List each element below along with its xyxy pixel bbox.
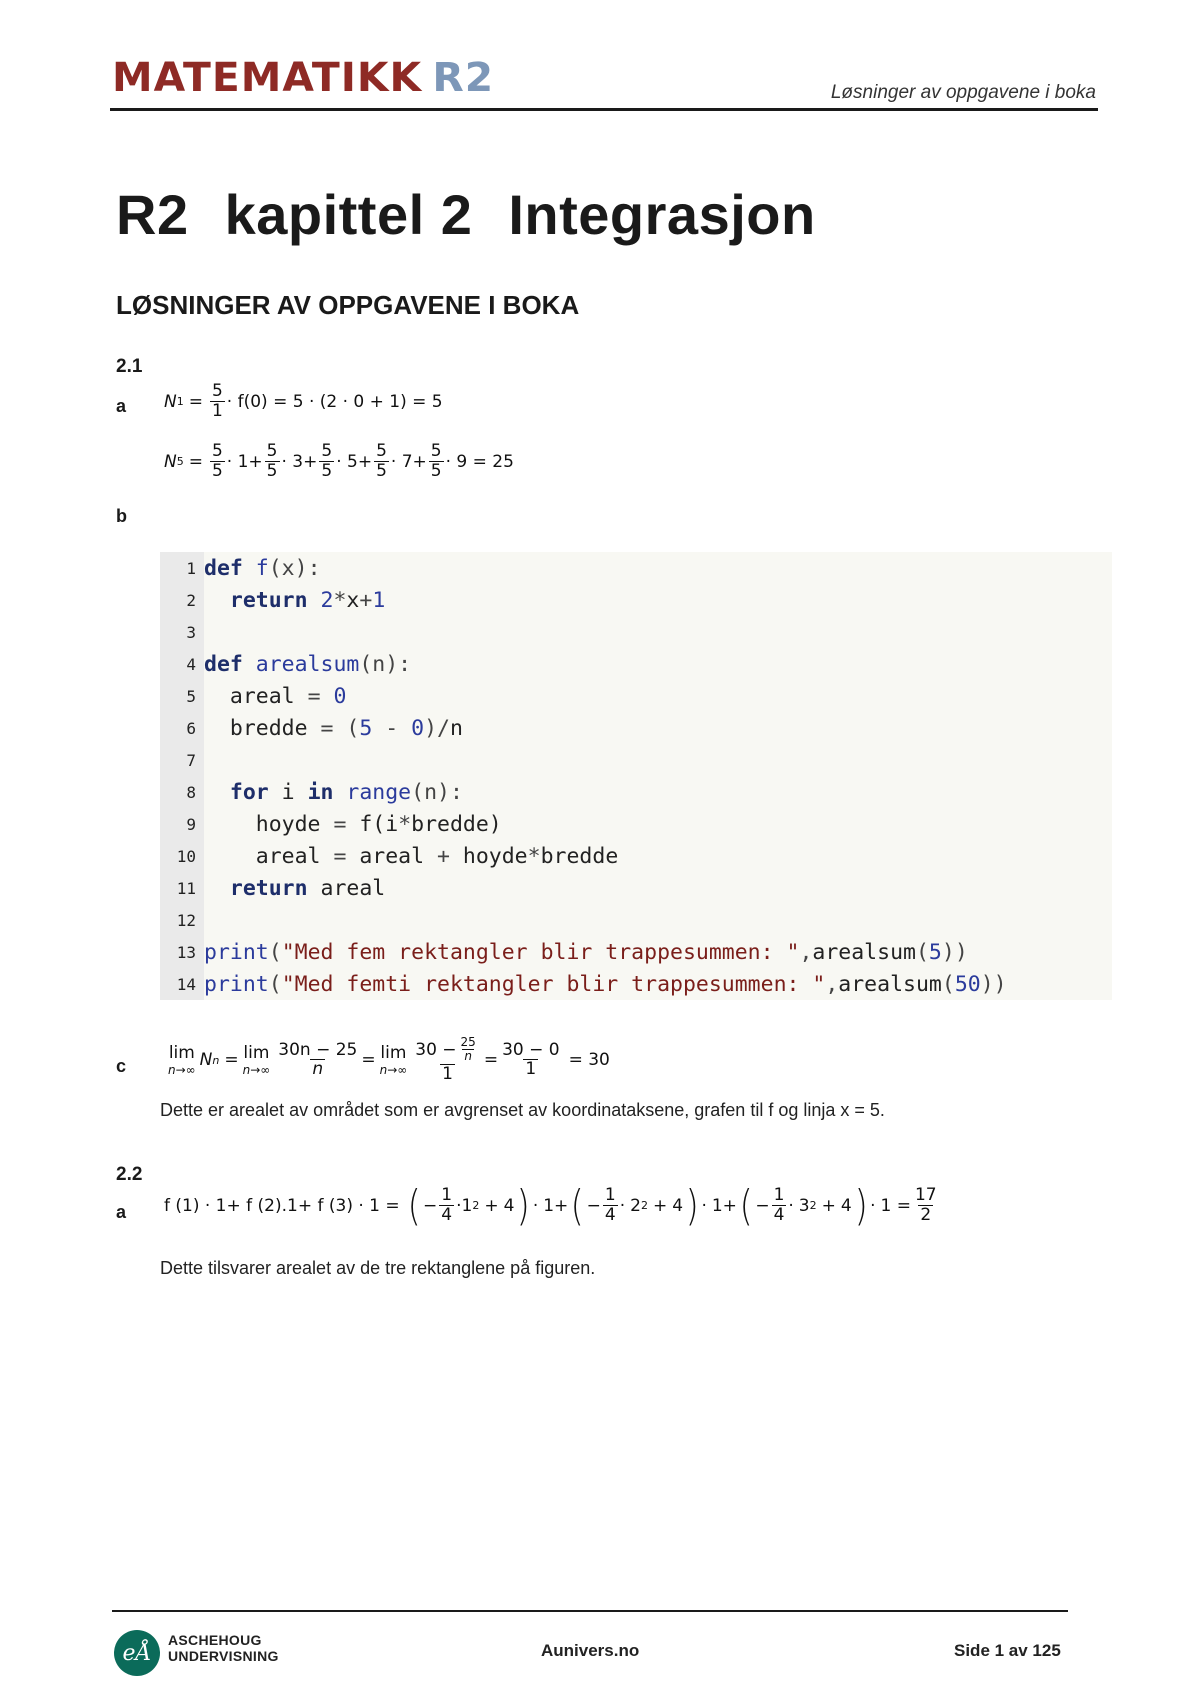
code-token: )) xyxy=(941,939,968,965)
line-number: 12 xyxy=(176,910,196,930)
code-line xyxy=(160,680,346,712)
code-line xyxy=(160,616,204,648)
explanation-c: Dette er arealet av området som er avgrenset av koordinataksene, grafen til f og linja x = 5. xyxy=(160,1100,885,1120)
code-line xyxy=(160,712,463,744)
code-token: f xyxy=(255,555,269,581)
code-token: x xyxy=(346,587,360,613)
code-token: "Med femti rektangler blir trappesummen: " xyxy=(281,971,826,997)
code-token: bredde) xyxy=(411,811,502,837)
code-token: 1 xyxy=(372,587,386,613)
line-number: 11 xyxy=(176,878,196,898)
line-number: 9 xyxy=(186,814,196,834)
code-token: arealsum xyxy=(838,971,942,997)
code-token xyxy=(204,876,230,901)
line-number: 3 xyxy=(186,622,196,642)
footer-brand: ASCHEHOUG UNDERVISNING xyxy=(168,1632,279,1665)
aschehoug-logo-icon: eÅ xyxy=(114,1630,160,1676)
code-token: 50 xyxy=(954,971,981,997)
code-token: , xyxy=(825,971,839,997)
code-token: = xyxy=(320,715,347,741)
code-token: = xyxy=(333,843,360,869)
equation-2-2a: f (1) · 1+ f (2).1+ f (3) · 1 = ( − $\frac{1}{4}$ · 1 2 + 4 ) · 1+ ( − $\frac{1}{4}$ · 2 2 + 4 ) · 1+ ( − $\frac{1}{4}$ · 3 2 + 4 ) · 1 = $\frac{17}{2}$ xyxy=(164,1180,937,1230)
line-number: 8 xyxy=(186,782,196,802)
header-subtitle: Løsninger av oppgavene i boka xyxy=(830,82,1096,103)
line-number: 13 xyxy=(176,942,196,962)
code-token: "Med fem rektangler blir trappesummen: " xyxy=(281,939,800,965)
code-token: for xyxy=(229,779,282,805)
logo: MATEMATIKK R2 xyxy=(112,55,495,101)
code-token: (x): xyxy=(268,555,321,581)
equation-a2: N 5 = $\frac{5}{5}$ · 1+ $\frac{5}{5}$ · 3+ $\frac{5}{5}$ · 5+ $\frac{5}{5}$ · 7+ $\frac{5}{5}$ · 9 = 25 xyxy=(164,441,514,481)
code-line xyxy=(160,936,968,968)
code-token: (n): xyxy=(411,779,463,805)
code-line xyxy=(160,904,204,936)
code-line xyxy=(160,584,385,616)
code-token: return xyxy=(229,587,321,613)
code-token: * xyxy=(398,811,412,837)
part-label: b xyxy=(116,506,127,526)
code-token: bredde xyxy=(204,715,321,741)
code-token: ( xyxy=(268,971,282,997)
line-number: 1 xyxy=(186,558,196,578)
code-token: * xyxy=(527,843,541,869)
code-token: - xyxy=(372,715,412,741)
page-title: R2 kapittel 2 Integrasjon xyxy=(116,183,816,246)
explanation-2-2a: Dette tilsvarer arealet av de tre rektanglene på figuren. xyxy=(160,1258,596,1278)
task-label: 2.2 xyxy=(116,1164,143,1185)
code-line xyxy=(160,776,463,808)
code-line xyxy=(160,648,411,680)
code-token: arealsum xyxy=(255,651,360,677)
equation-a1: N 1 = $\frac{5}{1}$ · f(0) = 5 · (2 · 0 + 1) = 5 xyxy=(164,381,443,421)
line-number: 5 xyxy=(186,686,196,706)
code-token: 2 xyxy=(320,587,334,613)
code-token: arealsum xyxy=(812,939,916,965)
code-token: (n): xyxy=(359,651,412,677)
code-token: ( xyxy=(346,715,360,741)
part-label: a xyxy=(116,396,127,416)
code-token: , xyxy=(799,939,813,965)
line-number: 6 xyxy=(186,718,196,738)
code-token: hoyde xyxy=(462,843,528,869)
code-token: = xyxy=(333,811,360,837)
code-token: f(i xyxy=(359,811,399,837)
code-token: areal xyxy=(204,683,308,709)
code-token: 0 xyxy=(411,715,425,741)
part-label: c xyxy=(116,1056,127,1076)
line-number: 2 xyxy=(186,590,196,610)
code-line xyxy=(160,968,1007,1000)
code-token: = xyxy=(307,683,334,709)
page-number: Side 1 av 125 xyxy=(954,1641,1061,1660)
task-label: 2.1 xyxy=(116,356,143,377)
code-token: i xyxy=(281,779,308,805)
code-token: ( xyxy=(915,939,929,965)
code-token: bredde xyxy=(540,843,619,869)
code-token: 5 xyxy=(359,715,373,741)
footer-site: Aunivers.no xyxy=(541,1641,640,1660)
limit-equation: lim n→∞ N n = lim n→∞ $\frac{30n - 25}{n}$ = lim n→∞ 30 − $\frac{25}{n}$ 1 = $\frac{30 - 0}{1}$ = 30 xyxy=(168,1035,610,1084)
code-token: 0 xyxy=(333,683,347,709)
code-token: range xyxy=(346,779,412,805)
page-subtitle: LØSNINGER AV OPPGAVENE I BOKA xyxy=(116,290,580,320)
code-token: 5 xyxy=(928,939,942,965)
code-token: print xyxy=(204,939,269,965)
code-line xyxy=(160,744,204,776)
part-label: a xyxy=(116,1202,127,1222)
header-divider xyxy=(110,108,1098,111)
code-token: + xyxy=(359,587,373,613)
code-token: )) xyxy=(980,971,1007,997)
code-line xyxy=(160,872,385,904)
line-number: 14 xyxy=(176,974,196,994)
code-line xyxy=(160,808,502,840)
line-number: 4 xyxy=(186,654,196,674)
code-token xyxy=(204,780,230,805)
code-token: return xyxy=(229,875,321,901)
code-token: areal xyxy=(359,843,438,869)
code-token: print xyxy=(204,971,269,997)
code-token: + xyxy=(437,843,463,869)
code-token: def xyxy=(204,651,256,677)
code-token: ( xyxy=(941,971,955,997)
code-token: * xyxy=(333,587,347,613)
line-number: 10 xyxy=(176,846,196,866)
code-token: areal xyxy=(320,875,386,901)
code-token: hoyde xyxy=(204,811,334,837)
code-token: )/ xyxy=(424,715,450,741)
code-token: def xyxy=(204,555,256,581)
code-token xyxy=(204,588,230,613)
footer-divider xyxy=(112,1610,1068,1612)
code-line xyxy=(160,840,618,872)
code-token: in xyxy=(307,779,347,805)
line-number: 7 xyxy=(186,750,196,770)
code-token: areal xyxy=(204,843,334,869)
code-token: n xyxy=(449,715,463,741)
code-block xyxy=(160,552,1112,1000)
code-token: ( xyxy=(268,939,282,965)
code-line xyxy=(160,552,321,584)
